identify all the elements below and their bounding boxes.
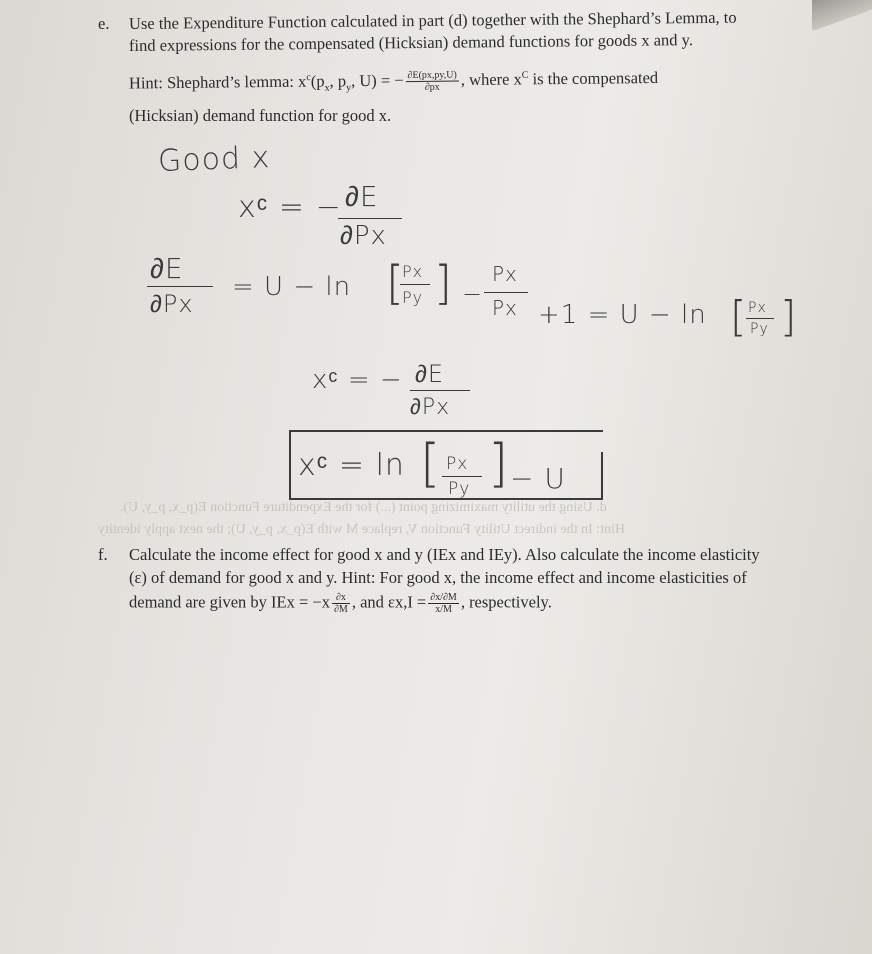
hint-fraction-num: ∂E(px,py,U) bbox=[405, 70, 458, 83]
hand-eq2-minus: − bbox=[462, 280, 484, 308]
part-e-letter: e. bbox=[98, 14, 110, 33]
hand-eq3-bar bbox=[410, 390, 470, 391]
hand-eq3-num: ∂E bbox=[415, 360, 445, 388]
hand-answer-num: Px bbox=[446, 454, 469, 474]
elasticity-fraction-den: x/M bbox=[435, 604, 452, 615]
hand-eq2-frac-num: Px bbox=[492, 262, 518, 286]
bleed-through-line1: d. Using the utility maximizing point (...) for the Expenditure Function E(p_x, p_y, U). bbox=[120, 500, 607, 515]
hand-eq2-b2-bar bbox=[746, 318, 774, 319]
bleed-through-line2: Hint: In the indirect Utility Function V, replace M with E(p_x, p_y, U); the next apply identity bbox=[98, 522, 625, 537]
page-fold-corner bbox=[812, 0, 872, 30]
hand-answer-bar bbox=[442, 476, 482, 477]
hint-args3: , U) = − bbox=[350, 70, 404, 91]
part-f-line3 bbox=[129, 592, 552, 615]
hand-answer-bracket-open: [ bbox=[420, 434, 442, 494]
hand-eq2-b2-den: Py bbox=[750, 321, 769, 337]
hint-fraction-den: ∂px bbox=[424, 81, 440, 94]
part-f-line3-mid: , and εx,I = bbox=[351, 592, 427, 612]
hand-eq2-b2-close: ] bbox=[780, 292, 798, 341]
hand-eq2-lhs-bar bbox=[147, 286, 213, 287]
hint-args: (p bbox=[310, 71, 325, 91]
hand-eq2-frac-bar bbox=[484, 292, 528, 293]
hand-eq2-lhs-num: ∂E bbox=[150, 252, 184, 285]
hand-eq2-frac-den: Px bbox=[492, 296, 518, 320]
hand-good-x: Good x bbox=[157, 140, 271, 179]
elasticity-fraction-num: ∂x/∂M bbox=[430, 592, 457, 603]
hand-eq1-den: ∂Px bbox=[340, 221, 387, 251]
hand-eq3-lhs: xᶜ = − bbox=[312, 365, 403, 395]
hint-prefix: Hint: Shephard’s lemma: x bbox=[128, 71, 307, 93]
hand-eq2-bracket-close: ] bbox=[434, 256, 453, 310]
part-f-letter: f. bbox=[98, 545, 108, 564]
hint-suffix2: is the compensated bbox=[528, 67, 659, 89]
hint-fraction bbox=[405, 70, 459, 94]
hand-eq2-rhs1: = U − ln bbox=[232, 272, 352, 302]
hand-eq2-lhs-den: ∂Px bbox=[150, 290, 194, 318]
hand-answer-tail: − U bbox=[510, 462, 566, 495]
ie-fraction-den: ∂M bbox=[333, 604, 348, 615]
ie-fraction bbox=[332, 592, 350, 615]
hand-eq1-num: ∂E bbox=[345, 180, 379, 213]
hand-eq2-bracket-bar bbox=[400, 284, 430, 285]
part-f-line2: (ε) of demand for good x and y. Hint: For good x, the income effect and income elasticities of bbox=[129, 568, 747, 587]
part-e-hint: Hint: Shephard’s lemma: $x^c(p_x$, $p_y$, U) = − $\frac{\partial E(px,py,U)}{\partial px}$ , where $x^C$ is the compensated bbox=[128, 67, 659, 94]
hand-eq2-rhs2: +1 = U − ln bbox=[538, 300, 707, 330]
hand-answer-den: Py bbox=[448, 479, 471, 499]
part-e-line1: Use the Expenditure Function calculated in part (d) together with the Shephard’s Lemma, to bbox=[128, 7, 737, 33]
part-f-line1: Calculate the income effect for good x and y (IEx and IEy). Also calculate the income elasticity bbox=[129, 545, 760, 564]
hand-eq2-bracket-num: Px bbox=[402, 262, 424, 281]
hint-args2: , p bbox=[329, 71, 347, 91]
hand-eq2-b2-open: [ bbox=[730, 292, 748, 341]
hand-eq2-bracket-open: [ bbox=[386, 256, 405, 310]
hint-sup: c bbox=[306, 72, 311, 84]
part-e-line2: find expressions for the compensated (Hicksian) demand functions for goods x and y. bbox=[128, 30, 693, 55]
hand-eq3-den: ∂Px bbox=[410, 395, 451, 420]
part-f-line3-suffix: , respectively. bbox=[460, 592, 552, 612]
hand-eq1-lhs: xᶜ = − bbox=[238, 190, 342, 225]
answer-box-right-edge bbox=[601, 452, 603, 500]
hint-suffix: , where x bbox=[460, 69, 522, 90]
part-f-line3-prefix: demand are given by IEx = −x bbox=[129, 592, 330, 612]
hand-eq2-b2-num: Px bbox=[748, 300, 767, 316]
hand-eq2-bracket-den: Py bbox=[402, 288, 424, 307]
ie-fraction-num: ∂x bbox=[332, 592, 350, 604]
hand-answer-bracket-close: ] bbox=[488, 434, 510, 494]
part-e-line4: (Hicksian) demand function for good x. bbox=[129, 106, 392, 125]
elasticity-fraction bbox=[428, 592, 459, 615]
hand-answer-lhs: xᶜ = ln bbox=[298, 448, 405, 483]
hand-eq1-bar bbox=[338, 218, 402, 219]
